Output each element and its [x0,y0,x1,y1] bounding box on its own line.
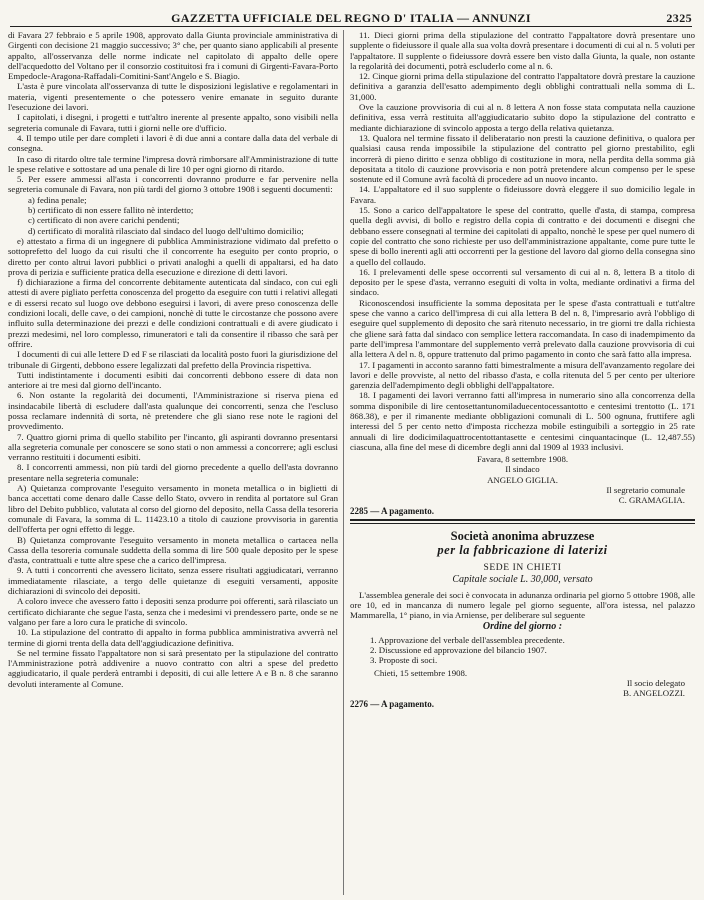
paragraph: 16. I prelevamenti delle spese occorrenti sul versamento di cui al n. 8, lettera B a titolo di deposito per le spese d'asta, verranno eseguiti di volta in volta, mediante ordinativi a firma del sindaco. [350,266,695,298]
paragraph: I capitolati, i disegni, i progetti e tutt'altro inerente al presente appalto, sono visibili nella segreteria comunale di Favara, tutti i giorni nelle ore d'ufficio. [8,112,338,133]
signer-role: Il socio delegato [626,677,685,688]
paragraph: di Favara 27 febbraio e 5 aprile 1908, approvato dalla Giunta provinciale amministrativa di Girgenti con decisione 21 maggio successivo; 3° che, per quanto siano applicabili al presente appalto, all'osservanza delle norme indicate nel capitolato di appalto delle opere dell'acquedotto del Voltano per il consorzio costituitosi fra i comuni di Girgenti-Favara-Porto Empedocle-Aragona-Raffadali-Comitini-Sant'Angelo e S. Biagio. [8,30,338,82]
left-column [8,30,338,895]
signature-role: Il sindaco [505,464,540,475]
page-number: 2325 [666,11,692,25]
right-column [350,30,695,895]
column-divider [343,30,344,895]
paragraph: 8. I concorrenti ammessi, non più tardi del giorno precedente a quello dell'asta dovranno presentare nella segreteria comunale: [8,462,338,483]
paragraph: 14. L'appaltatore ed il suo supplente o fideiussore dovrà eleggere il suo domicilio legale in Favara. [350,184,695,205]
separator-rule [350,519,695,521]
paragraph: A) Quietanza comprovante l'eseguito versamento in moneta metallica o in biglietti di banca accettati come denaro dalle Casse dello Stato, ovvero in rendita al portatore sul Gran libro del Debito pubblico, valutata al corso del giorno del deposito, nella Cassa della tesoreria comunale di Favara, la somma di L. 11423.10 a titolo di cauzione provvisoria in garentia dell'offerta per ogni effetto di legge. [8,483,338,535]
page-header [10,10,692,27]
signer-name: B. ANGELOZZI. [623,688,685,699]
paragraph: 5. Per essere ammessi all'asta i concorrenti dovranno produrre e far pervenire nella segreteria comunale di Favara, non più tardi del giorno 3 ottobre 1908 i seguenti documenti: [8,174,338,195]
list-item: c) certificato di non avere carichi pendenti; [28,215,180,226]
paragraph: 18. I pagamenti dei lavori verranno fatti all'impresa in numerario sino alla concorrenza della somma disponibile di lire centosettantunomiladuecentocessantotto e centesimi trentotto (L. 171 868.38), e per il rimanente mediante obbligazioni comunali di L. 500 ognuna, fruttifere agli interessi del 5 per cento netto d'imposta ricchezza mobile estinguibili a sorteggio in 25 rate annuali di lire dodicimilaquattrocentottantasette e centesimi cinquantacinque (L. 12,487.55) ciascuna, alla fine del mese di dicembre degli anni dal 1909 al 1933 inclusivi. [350,390,695,452]
paragraph: I documenti di cui alle lettere D ed F se rilasciati da località posto fuori la giurisdizione del tribunale di Girgenti, debbono essere legalizzati dal prefetto della Provincia rispettiva. [8,349,338,370]
notice-place-date: Chieti, 15 settembre 1908. [374,667,468,678]
ad-footer: 2276 — A pagamento. [350,698,435,709]
paragraph: 17. I pagamenti in acconto saranno fatti bimestralmente a misura dell'avanzamento regolare dei lavori e delle provviste, al netto del ribasso d'asta, e colla ritenuta del 5 per cento per ulteriore garenzia dell'adempimento degli obblighi dell'appaltatore. [350,359,695,391]
paragraph: 13. Qualora nel termine fissato il deliberatario non presti la cauzione definitiva, o qualora per qualsiasi causa renda impossibile la stipulazione del contratto pel giorno prestabilito, egli incorrerà di pieno diritto e senza obbligo di costituzione in mora, nella perdita della somma già depositata a titolo di cauzione provvisoria e non potrà pretendere alcun compenso per le spese sostenute ed il Comune avrà facoltà di procedere ad un nuovo incanto. [350,132,695,185]
agenda-title: Ordine del giorno : [482,621,563,633]
company-subtitle: per la fabbricazione di laterizi [437,542,608,557]
list-item: b) certificato di non essere fallito nè interdetto; [28,205,194,216]
company-name: Società anonima abruzzese [450,528,595,543]
agenda-item: 3. Proposte di soci. [370,655,438,666]
paragraph: 10. La stipulazione del contratto di appalto in forma pubblica amministrativa avverrà nel termine di giorni trenta della data dell'aggiudicazione definitiva. [8,627,338,648]
list-item: a) fedina penale; [28,194,87,205]
paragraph: 7. Quattro giorni prima di quello stabilito per l'incanto, gli aspiranti dovranno presentarsi alla segreteria comunale per conoscere se sono stati o non ammessi a concorrere; agli esclusi verranno restituiti i documenti esibiti. [8,431,338,463]
signature-name: C. GRAMAGLIA. [618,495,685,506]
paragraph: 6. Non ostante la regolarità dei documenti, l'Amministrazione si riserva piena ed insindacabile libertà di escludere dall'asta qualunque dei concorrenti, senza che l'escluso possa reclamare indennità di sorta, nè pretendere che gli siano rese note le ragioni del provvedimento. [8,390,338,432]
paragraph: 11. Dieci giorni prima della stipulazione del contratto l'appaltatore dovrà presentare uno supplente o fideiussore il quale alla sua volta dovrà presentare i documenti di cui al n. 5 voluti per l'appaltatore. Il supplente o fideiussore dovrà essere ben visto dalla Giunta, la quale, non ostante la regolarità dei documenti, potrà escluderlo come al n. 6. [350,30,695,71]
gazette-title: GAZZETTA UFFICIALE DEL REGNO D' ITALIA — ANNUNZI [171,11,531,25]
list-item: d) certificato di moralità rilasciato dal sindaco del luogo dell'ultimo domicilio; [28,225,304,236]
paragraph: B) Quietanza comprovante l'eseguito versamento in moneta metallica o cartacea nella Cassa della tesoreria comunale suddetta della somma di lire 500 quale deposito per le spese d'asta, contrattuali e tutte altre spese che a carico dell'impresa. [8,534,338,566]
agenda-item: 1. Approvazione del verbale dell'assemblea precedente. [370,634,565,645]
signature-name: ANGELO GIGLIA. [487,474,558,485]
paragraph: L'asta è pure vincolata all'osservanza di tutte le disposizioni legislative e regolamentari in materia, vigenti presentemente o che potessero venire emanate in seguito durante l'esecuzione dei lavori. [8,81,338,113]
ad-footer: 2285 — A pagamento. [350,505,435,516]
company-capital: Capitale sociale L. 30,000, versato [452,574,593,586]
paragraph: Ove la cauzione provvisoria di cui al n. 8 lettera A non fosse stata computata nella cauzione definitiva, essa verrà restituita all'aggiudicatario subito dopo la stipulazione del contratto e mediante dichiarazione di svincolo apposta a tergo della relativa quietanza. [350,102,695,133]
paragraph: 4. Il tempo utile per dare completi i lavori è di due anni a contare dalla data del verbale di consegna. [8,132,338,154]
paragraph: Se nel termine fissato l'appaltatore non si sarà presentato per la stipulazione del contratto l'Amministrazione potrà addivenire a nuovo contratto con altri a spese del predetto aggiudicatario, il quale perderà entrambi i depositi, di cui alle lettere A e B n. 8 che saranno devoluti interamente al Comune. [8,647,338,689]
notice-body: L'assemblea generale dei soci è convocata in adunanza ordinaria pel giorno 5 ottobre 1908, alle ore 10, ed in mancanza di numero legale pel giorno seguente, all'ora istessa, nel palazzo Mammarella, 1° piano, in via Arniense, per deliberare sul seguente [350,589,695,621]
paragraph: A coloro invece che avessero fatto i depositi senza produrre poi offerenti, sarà rilasciato un certificato dichiarante che segue l'asta, senza che i medesimi vi prendessero parte, onde se ne valgano per fare a loro cura le pratiche di svincolo. [8,596,338,627]
separator-rule [350,523,695,524]
company-seat: SEDE IN CHIETI [483,562,562,573]
paragraph: 15. Sono a carico dell'appaltatore le spese del contratto, quelle d'asta, di stampa, compresa quella degli avvisi, di bollo e registro della copia di contratto e dei documenti e disegni che debbano essere consegnati al termine dei capitolati di appalto, nonchè le spese per quel numero di copie del contratto che sono richieste per uso dell'amministrazione appaltante, come pure tutte le spese di bollo inerenti agli atti occorrenti per la gestione del lavoro dal giorno della consegna sino a quello del collaudo. [350,205,695,267]
signature-place-date: Favara, 8 settembre 1908. [476,454,569,465]
agenda-item: 2. Discussione ed approvazione del bilancio 1907. [370,645,547,656]
paragraph: 12. Cinque giorni prima della stipulazione del contratto l'appaltatore dovrà prestare la cauzione definitiva a garanzia dell'esatto adempimento degli obblighi contrattuali nella somma di L. 31,000. [350,71,695,102]
paragraph: f) dichiarazione a firma del concorrente debitamente autenticata dal sindaco, con cui egli attesti di avere pigliato perfetta conoscenza del progetto da eseguire con tutti i relativi allegati e di essersi recato sul luogo ove debbono eseguirsi i lavori, di avere preso conoscenza delle condizioni locali, delle cave, o dei campioni, nonchè di tutte le circostanze che possono avere influito sulla determinazione dei prezzi e delle condizioni contrattuali e di avere giudicato i prezzi medesimi, nel loro complesso, rimuneratori e tali da consentire il ribasso che sarà per offrire. [8,277,338,349]
paragraph: e) attestato a firma di un ingegnere di pubblica Amministrazione vidimato dal prefetto o sottoprefetto del luogo da cui risulti che il concorrente ha eseguito per conto proprio, o diretto per conto altrui lavori pubblici o privati analoghi a quelli di appaltarsi, ed ha dato prova di perizia e sufficiente pratica della esecuzione e direzione di detti lavori. [8,235,338,277]
paragraph: Riconoscendosi insufficiente la somma depositata per le spese d'asta contrattuali e tutt'altre spese che vanno a carico dell'impresa di cui alla lettera B del n. 8, l'impresario avrà l'obbligo di eseguire quel supplemento di deposito che sarà ritenuto necessario, in tre giorni tre dalla richiesta che gliene sarà fatta dal sindaco con semplice lettera raccomandata. In caso di inadempimento da parte dell'impresa l'ammontare del supplemento verrà prelevato dalla cauzione provvisoria di cui alla lettera A del n. 8, oppure trattenuto dal primo pagamento in conto che sarà fatto alla impresa. [350,297,695,360]
paragraph: Tutti indistintamente i documenti esibiti dai concorrenti debbono essere di data non anteriore ai tre mesi dal giorno dell'incanto. [8,369,338,391]
paragraph: 9. A tutti i concorrenti che avessero licitato, senza essere risultati aggiudicatari, verranno immediatamente rilasciate, a tergo delle quietanze di eseguiti versamenti, apposite dichiarazioni di svincolo dei depositi. [8,565,338,597]
paragraph: In caso di ritardo oltre tale termine l'impresa dovrà rimborsare all'Amministrazione di tutte le spese relative e sottostare ad una penale di lire 10 per ogni giorno di ritardo. [8,153,338,174]
signature-role: Il segretario comunale [606,485,685,496]
